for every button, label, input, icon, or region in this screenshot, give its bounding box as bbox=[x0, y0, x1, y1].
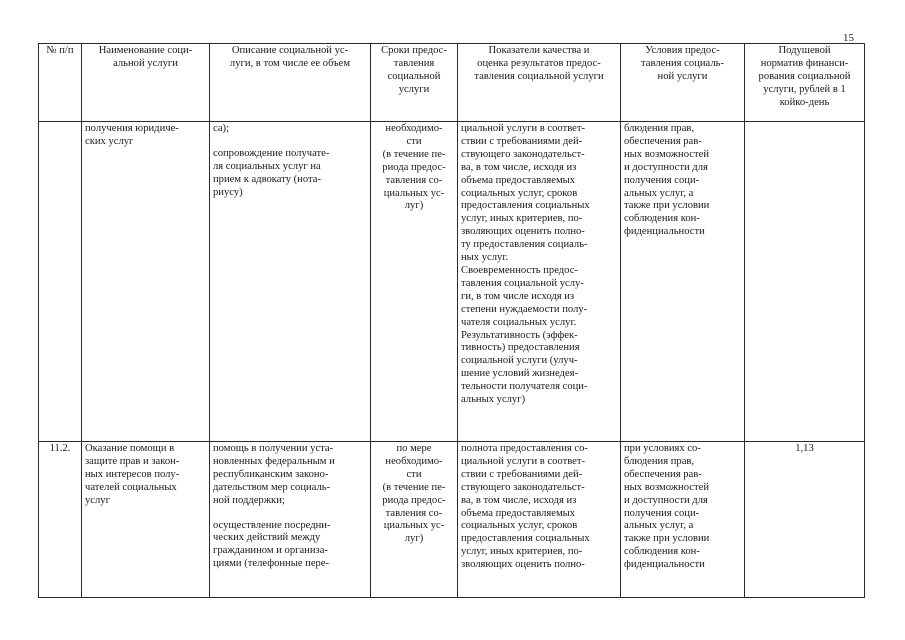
quality-indicators bbox=[458, 122, 621, 442]
service-terms: по мере необходимо- сти (в течение пе- риода предос- тавления со- циальных ус- луг) bbox=[371, 442, 458, 598]
service-name: Оказание помощи в защите прав и закон- ных интересов полу- чателей социальных услуг bbox=[82, 442, 210, 598]
quality-part: полнота предоставления со- циальной услуги в соответ- ствии с требованиями дей- ствующего законодательст- ва, в том числе, исходя из объема предоставляемых социальных услуг, сроков предоставления социальных услуг, иных критериев, по- зволяющих оценить полно- bbox=[461, 443, 590, 571]
service-description bbox=[210, 122, 371, 442]
quality-part: Результативность (эффек- тивность) предоставления социальной услуги (улуч- шение условий жизнедея- тельности получателя соци- альных услуг) bbox=[461, 329, 588, 406]
service-conditions: при условиях со- блюдения прав, обеспечения рав- ных возможностей и доступности для получения соци- альных услуг, а также при условии соблюдения кон- фиденциальности bbox=[621, 442, 745, 598]
norm-value: 1,13 bbox=[745, 442, 865, 598]
row-number: 11.2. bbox=[39, 442, 82, 598]
norm-value bbox=[745, 122, 865, 442]
social-services-table bbox=[38, 43, 865, 598]
description-part: помощь в получении уста- новленных федеральным и республиканским законо- дательством мер социаль- ной поддержки; bbox=[213, 443, 335, 506]
service-terms: необходимо- сти (в течение пе- риода предос- тавления со- циальных ус- луг) bbox=[371, 122, 458, 442]
header-conditions: Условия предос- тавления социаль- ной услуги bbox=[621, 44, 745, 122]
header-service-name: Наименование соци- альной услуги bbox=[82, 44, 210, 122]
quality-part: Своевременность предос- тавления социальной услу- ги, в том числе исходя из степени нуждаемости полу- чателя социальных услуг. bbox=[461, 264, 588, 328]
service-conditions: блюдения прав, обеспечения рав- ных возможностей и доступности для получения соци- альных услуг, а также при условии соблюдения кон- фиденциальности bbox=[621, 122, 745, 442]
row-number bbox=[39, 122, 82, 442]
header-terms: Сроки предос- тавления социальной услуги bbox=[371, 44, 458, 122]
header-row bbox=[39, 44, 865, 122]
header-description: Описание социальной ус- луги, в том числе ее объем bbox=[210, 44, 371, 122]
quality-indicators bbox=[458, 442, 621, 598]
description-part: са); bbox=[213, 123, 230, 134]
header-number: № п/п bbox=[39, 44, 82, 122]
table-row bbox=[39, 442, 865, 598]
service-description bbox=[210, 442, 371, 598]
header-quality: Показатели качества и оценка результатов предос- тавления социальной услуги bbox=[458, 44, 621, 122]
service-name: получения юридиче- ских услуг bbox=[82, 122, 210, 442]
quality-part: циальной услуги в соответ- ствии с требованиями дей- ствующего законодательст- ва, в том числе, исходя из объема предоставляемых социальных услуг, сроков предоставления социальных услуг, иных критериев, по- зволяющих оценить полно- ту предоставления социаль- ных услуг. bbox=[461, 123, 590, 264]
description-part: осуществление посредни- ческих действий между гражданином и организа- циями (телефонные пере- bbox=[213, 519, 331, 570]
description-part: сопровождение получате- ля социальных услуг на прием к адвокату (нота- риусу) bbox=[213, 147, 330, 198]
page-number: 15 bbox=[843, 32, 854, 44]
table-row bbox=[39, 122, 865, 442]
header-norm: Подушевой норматив финанси- рования социальной услуги, рублей в 1 койко-день bbox=[745, 44, 865, 122]
